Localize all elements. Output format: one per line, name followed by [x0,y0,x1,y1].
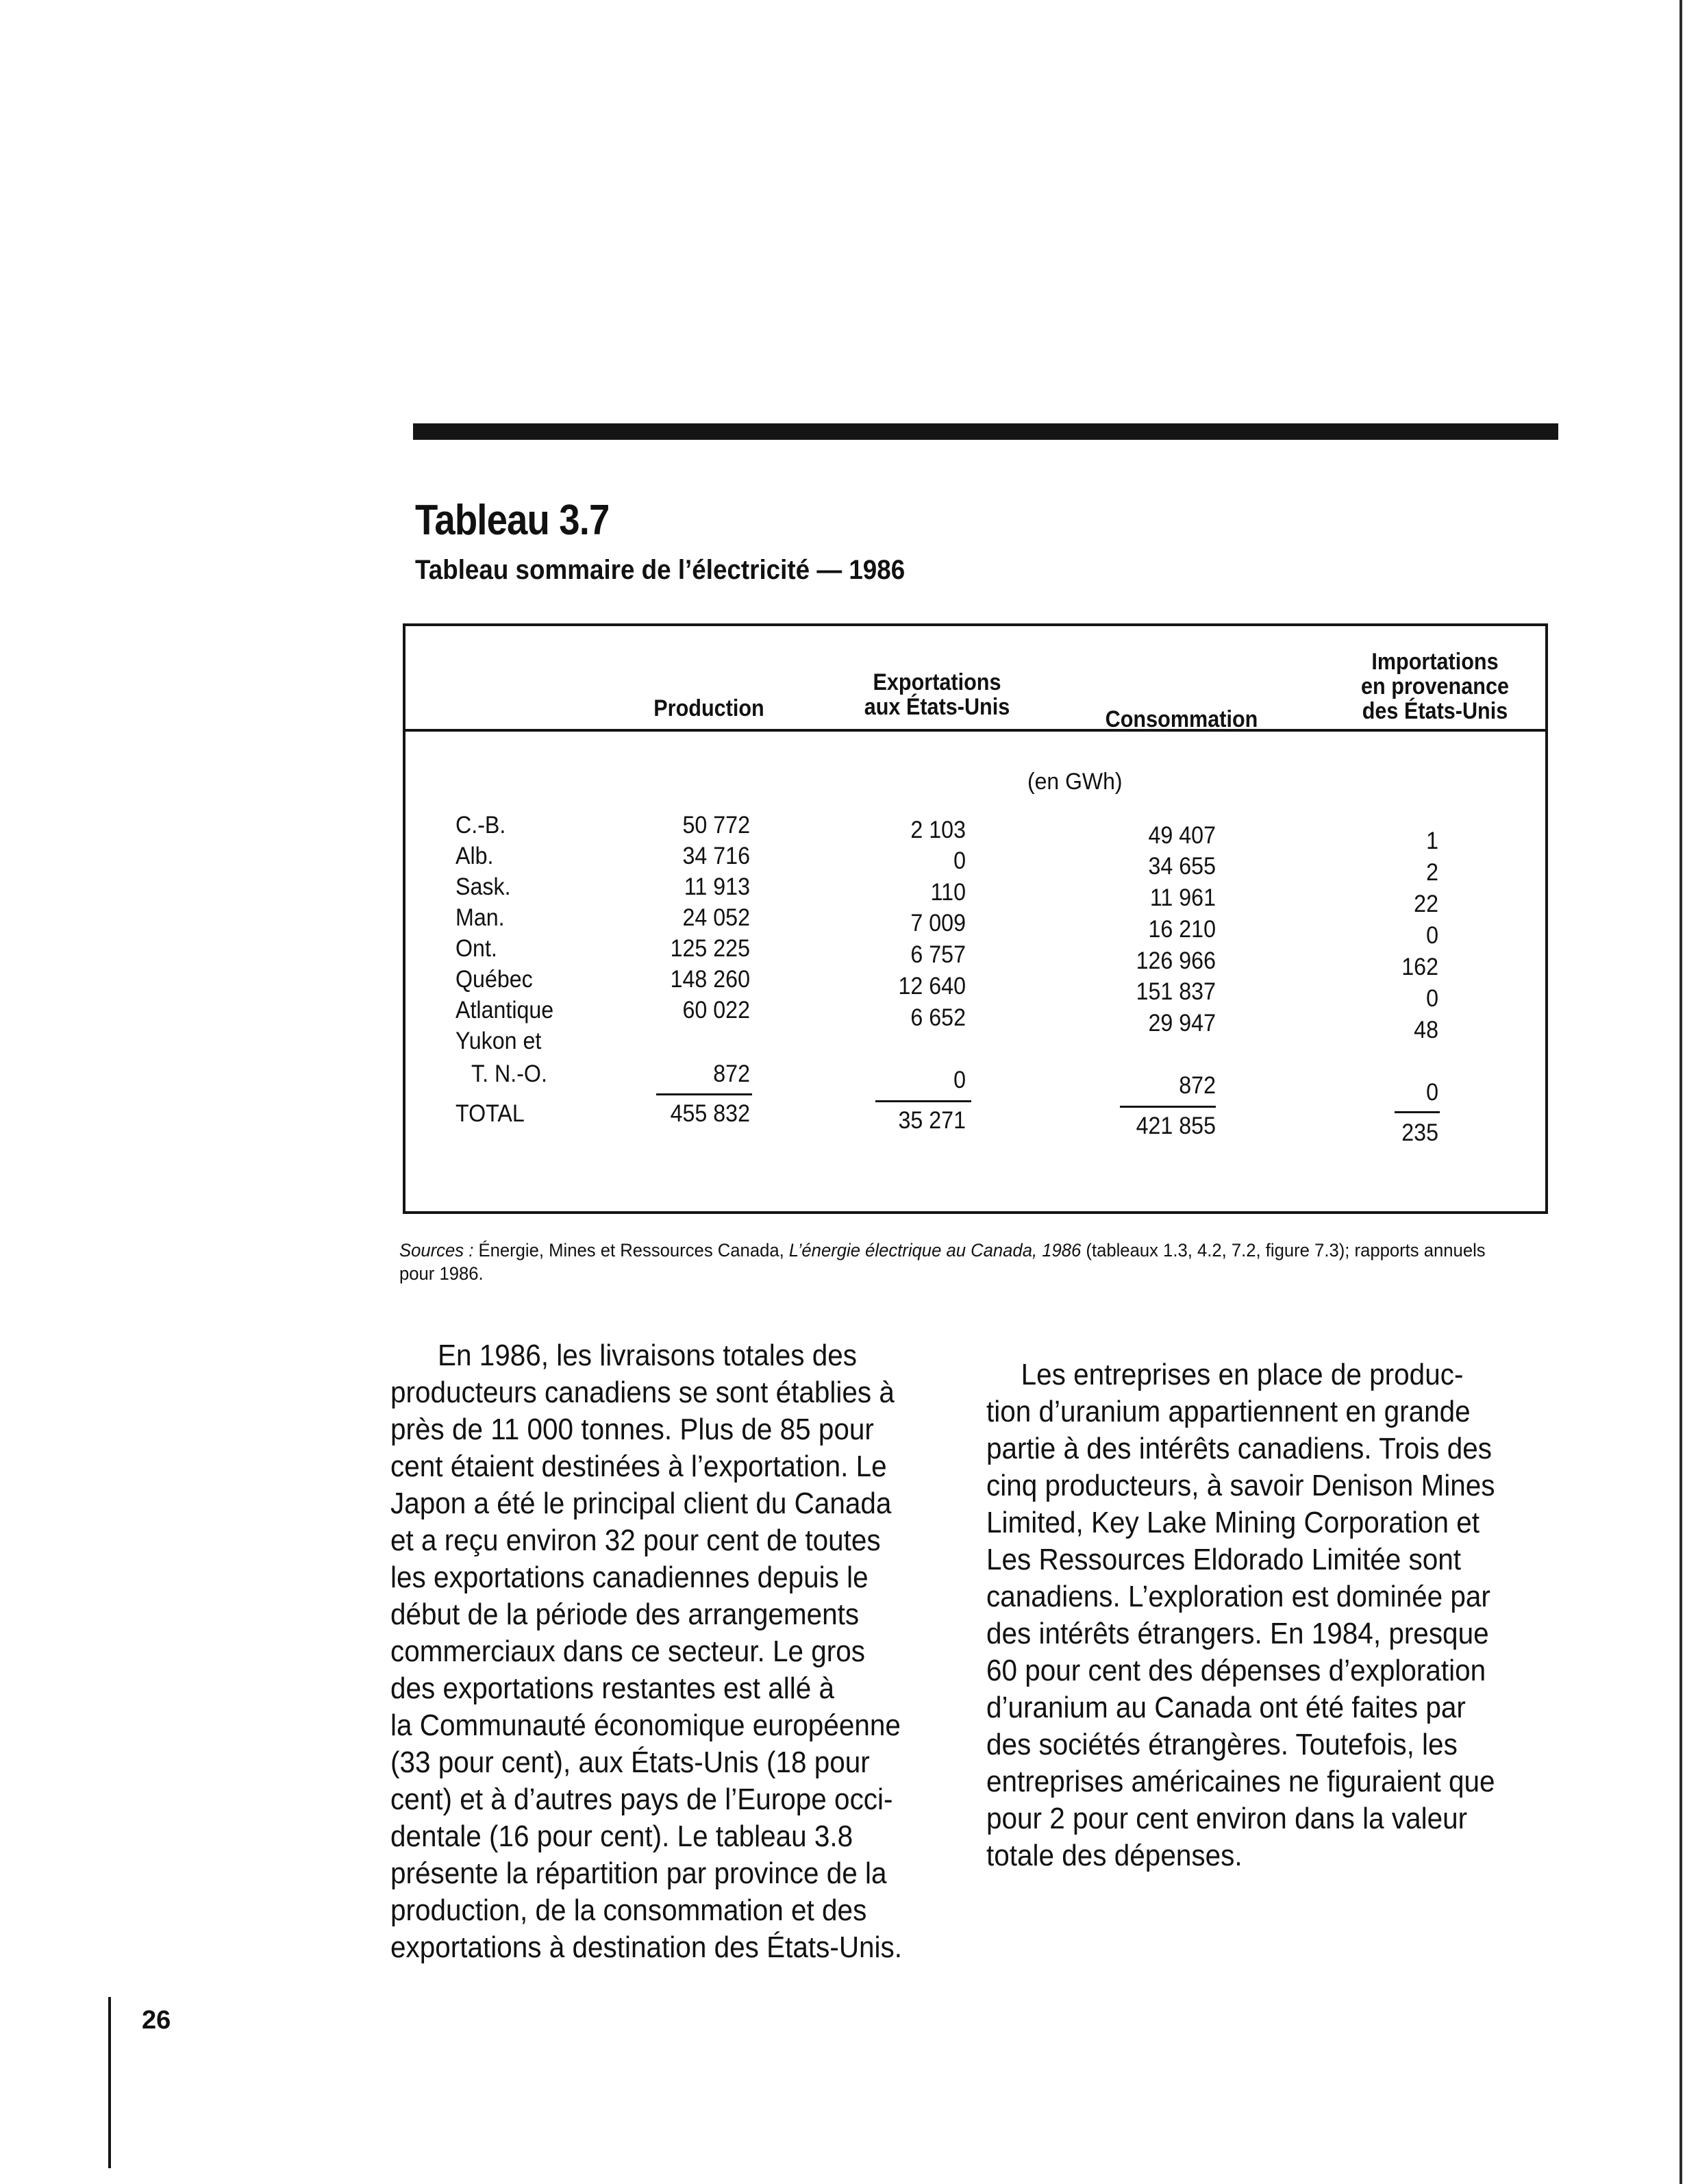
cell-consumption: 126 966 [1136,947,1216,974]
cell-production: 50 772 [682,812,750,839]
row-label-cb: C.-B. [455,812,506,839]
total-rule [656,1093,752,1095]
cell-imports: 0 [1426,922,1438,949]
header-consumption: Consommation [1105,706,1258,732]
cell-imports: 22 [1414,891,1438,917]
row-label-yukon: Yukon et [455,1028,542,1054]
cell-exports: 6 757 [910,941,966,968]
sources-prefix: Sources : [399,1240,474,1261]
cell-exports: 6 652 [910,1004,966,1031]
cell-imports: 0 [1426,985,1438,1012]
row-label-ont: Ont. [455,935,497,962]
cell-total-exports: 35 271 [898,1107,966,1134]
header-imports: Importations en provenance des États-Unis [1361,649,1509,724]
cell-production: 24 052 [682,904,750,931]
total-rule [875,1100,971,1102]
paragraph-right: Les entreprises en place de produc- tion d’uranium appartiennent en grande partie à des intérêts canadiens. Trois des cinq producteurs, à savoir Denison Mines Limited, Key Lake Mining Corporation et Les Ressources Eldorado Limitée sont canadiens. L’exploration est dominée par des intérêts étrangers. En 1984, presque 60 pour cent des dépenses d’exploration d’uranium au Canada ont été faites par des sociétés étrangères. Toutefois, les entreprises américaines ne figuraient que pour 2 pour cent environ dans la valeur totale des dépenses. [986,1358,1495,1872]
table-title: Tableau 3.7 [415,497,610,544]
cell-consumption: 16 210 [1148,916,1216,943]
cell-production: 872 [713,1060,750,1087]
cell-exports: 0 [953,847,966,874]
cell-imports: 1 [1426,828,1438,854]
cell-total-imports: 235 [1401,1119,1438,1146]
page-edge [1680,0,1682,2184]
header-rule [405,729,1545,732]
cell-production: 34 716 [682,843,750,869]
cell-exports: 12 640 [898,973,966,1000]
table-subtitle: Tableau sommaire de l’électricité — 1986 [415,555,906,585]
sources-publication: L’énergie électrique au Canada, 1986 [788,1240,1082,1261]
cell-exports: 7 009 [910,910,966,936]
total-rule [1395,1111,1440,1113]
cell-total-production: 455 832 [670,1100,750,1127]
cell-imports: 162 [1401,954,1438,980]
row-label-man: Man. [455,904,505,931]
page-number: 26 [142,2006,171,2035]
top-rule [413,423,1558,440]
cell-consumption: 872 [1179,1072,1216,1099]
unit-label: (en GWh) [1027,769,1123,795]
row-label-total: TOTAL [455,1100,525,1127]
cell-production: 11 913 [684,873,750,900]
paragraph-left: En 1986, les livraisons totales des producteurs canadiens se sont établies à près de 11 000 tonnes. Plus de 85 pour cent étaient destinées à l’exportation. Le Japon a été le principal client du Canada et a reçu environ 32 pour cent de toutes les exportations canadiennes depuis le début de la période des arrangements commerciaux dans ce secteur. Le gros des exportations restantes est allé à la Communauté économique européenne (33 pour cent), aux États-Unis (18 pour cent) et à d’autres pays de l’Europe occi- dentale (16 pour cent). Le tableau 3.8 présente la répartition par province de la production, de la consommation et des exportations à destination des États-Unis. [390,1339,903,1964]
row-label-quebec: Québec [455,966,533,993]
row-label-alb: Alb. [455,843,494,869]
margin-bar [108,1997,111,2168]
cell-production: 125 225 [670,935,750,962]
row-label-atlantique: Atlantique [455,997,554,1023]
sources-note: Sources : Énergie, Mines et Ressources Canada, L’énergie électrique au Canada, 1986 (tableaux 1.3, 4.2, 7.2, figure 7.3); rapports annuels pour 1986. [399,1240,1486,1284]
cell-imports: 0 [1426,1079,1438,1106]
cell-exports: 110 [930,879,966,906]
cell-production: 60 022 [682,997,750,1023]
cell-consumption: 151 837 [1136,978,1216,1005]
total-rule [1120,1106,1216,1108]
cell-consumption: 49 407 [1148,822,1216,849]
cell-consumption: 11 961 [1149,884,1216,911]
cell-production: 148 260 [670,966,750,993]
cell-exports: 0 [953,1067,966,1093]
cell-consumption: 29 947 [1148,1010,1216,1037]
row-label-sask: Sask. [455,873,511,900]
cell-imports: 2 [1426,859,1438,886]
cell-imports: 48 [1414,1017,1438,1043]
header-exports: Exportations aux États-Unis [864,669,1010,720]
cell-exports: 2 103 [910,817,966,843]
row-label-tno: T. N.-O. [471,1060,547,1087]
cell-consumption: 34 655 [1148,853,1216,880]
cell-total-consumption: 421 855 [1136,1113,1216,1139]
header-production: Production [653,695,764,721]
